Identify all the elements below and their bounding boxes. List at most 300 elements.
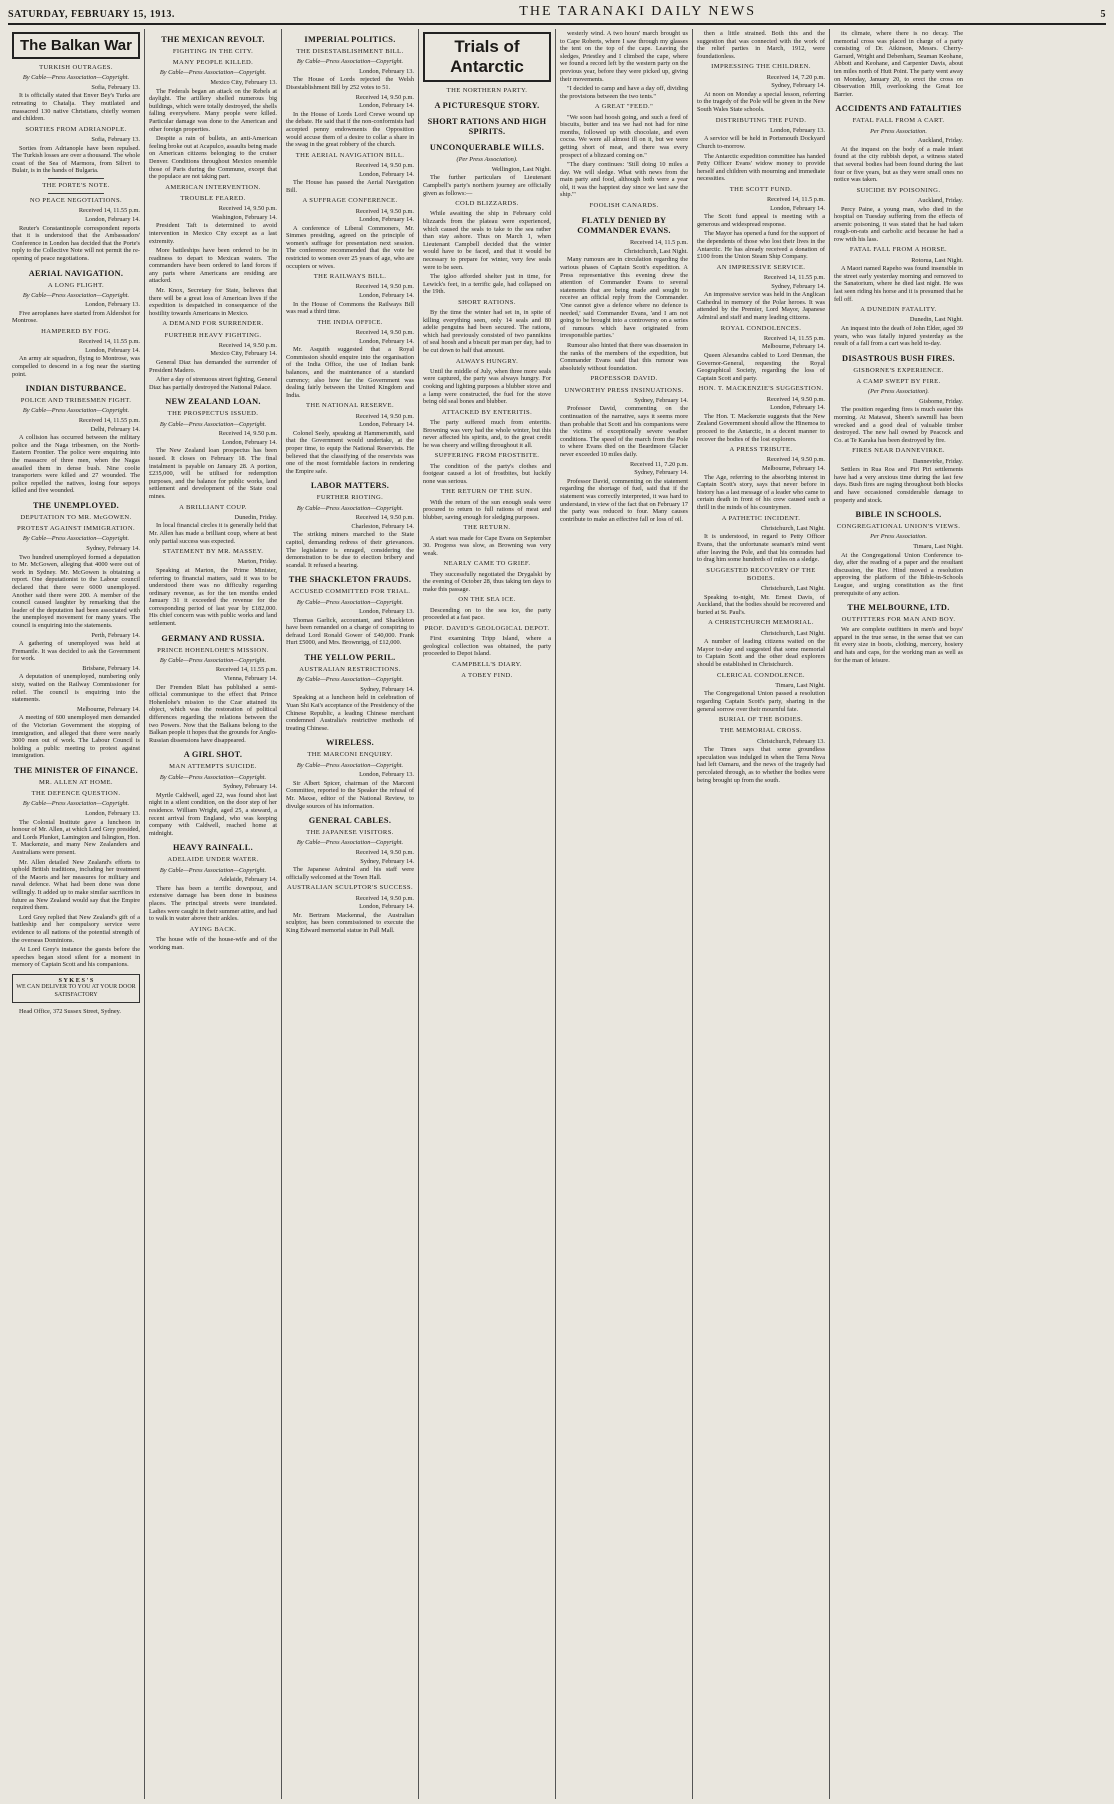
subheading: THE RETURN OF THE SUN.	[441, 488, 533, 496]
subheading: ATTACKED BY ENTERITIS.	[441, 408, 533, 416]
article-paragraph: The striking miners marched to the State capitol, demanding redress of their grievances. The legislature is enraged, considering the demonstration to be due to election bribery and scandal. It refused a hearing.	[286, 531, 414, 569]
dateline: Received 14, 9.50 p.m.	[355, 207, 414, 215]
headline: GERMANY AND RUSSIA.	[161, 633, 265, 643]
dateline: Charleston, February 14.	[351, 522, 414, 530]
headline: BIBLE IN SCHOOLS.	[855, 510, 942, 520]
subheading: FURTHER HEAVY FIGHTING.	[164, 331, 262, 339]
article-paragraph: The House of Lords rejected the Welsh Disestablishment Bill by 252 votes to 51.	[286, 76, 414, 91]
masthead	[8, 4, 1106, 25]
article-paragraph: With the return of the sun enough seals were procured to return to full rations of meat and blubber, saving enough for sledging purposes.	[423, 498, 551, 521]
dateline: London, February 13.	[85, 301, 140, 309]
subheading: DEPUTATION TO MR. McGOWEN.	[20, 513, 132, 521]
byline: By Cable—Press Association—Copyright.	[296, 761, 404, 769]
article-paragraph: "The diary continues: 'Still doing 10 miles a day. We will sledge. What with news from the main party and food, although both were a year old, it was the happiest day since we last saw the ship.'"	[560, 161, 688, 199]
dateline: Timaru, Last Night.	[775, 681, 825, 689]
subheading: THE RAILWAYS BILL.	[313, 273, 387, 281]
headline: THE MEXICAN REVOLT.	[161, 35, 265, 44]
article-paragraph: Speaking at Marton, the Prime Minister, referring to financial matters, said it was to be understood there was no difficulty regarding ordinary revenue, as for the ten months ended January 31 it exceeded the revenue for the corresponding period of last year by £182,000. His chief concern was with public works and land settlement.	[149, 566, 277, 628]
headline: GENERAL CABLES.	[308, 816, 392, 826]
dateline: London, February 14.	[85, 346, 140, 354]
dateline: Sydney, February 14.	[86, 544, 140, 552]
byline: By Cable—Press Association—Copyright.	[159, 420, 267, 428]
subheading: DISTRIBUTING THE FUND.	[715, 116, 807, 124]
subheading: FOOLISH CANARDS.	[589, 202, 659, 210]
dateline: Marton, Friday.	[237, 558, 277, 566]
subheading: A SUFFRAGE CONFERENCE.	[302, 197, 398, 205]
dateline: Sydney, February 14.	[771, 82, 825, 90]
byline: By Cable—Press Association—Copyright.	[296, 676, 404, 684]
subheading: THE NATIONAL RESERVE.	[305, 402, 395, 410]
advertisement	[12, 974, 140, 1003]
subheading: THE DEFENCE QUESTION.	[31, 790, 121, 798]
dateline: Dunedin, Friday.	[234, 513, 277, 521]
byline: By Cable—Press Association—Copyright.	[159, 773, 267, 781]
subheading: FATAL FALL FROM A HORSE.	[849, 246, 948, 254]
dateline: Christchurch, Last Night.	[760, 629, 825, 637]
subheading: AUSTRALIAN RESTRICTIONS.	[299, 666, 401, 674]
headline: ACCIDENTS AND FATALITIES	[835, 104, 962, 114]
subheading: CONGREGATIONAL UNION'S VIEWS.	[836, 523, 961, 531]
subheading: SORTIES FROM ADRIANOPLE.	[25, 125, 127, 133]
subheading: THE SCOTT FUND.	[729, 185, 793, 193]
article-paragraph: The Colonial Institute gave a luncheon in honour of Mr. Allen, at which Lord Grey presided, and Lords Plunket, Lamington and Islington, Hon. T. Mackenzie, and many New Zealanders and Australians were present.	[12, 818, 140, 856]
dateline: Wellington, Last Night.	[491, 165, 551, 173]
article-paragraph: In the House of Commons the Railways Bill was read a third time.	[286, 300, 414, 316]
dateline: London, February 13.	[359, 771, 414, 779]
article-paragraph: The Times says that some groundless speculation was indulged in when the Terra Nova had left Oamaru, and the news of the tragedy had percolated through, as to whether the bodies were being brought up from the south.	[697, 746, 825, 784]
article-paragraph: Thomas Garlick, accountant, and Shackleton have been remanded on a charge of conspiring to defraud Lord Ronald Gower of £40,000. Frank Hurt £5000, and Mrs. Brownrigg, of £12,000.	[286, 616, 414, 647]
subheading: AYING BACK.	[189, 925, 237, 933]
byline: By Cable—Press Association—Copyright.	[296, 58, 404, 66]
dateline: Adelaide, February 14.	[218, 876, 277, 884]
dateline: Sydney, February 14.	[360, 857, 414, 865]
headline: SHORT RATIONS AND HIGH SPIRITS.	[427, 117, 547, 137]
dateline: Received 14, 9.50 p.m.	[218, 430, 277, 438]
subheading: ROYAL CONDOLENCES.	[720, 324, 802, 332]
article-paragraph: It is officially stated that Enver Bey's Turks are retreating to Chatalja. They mutilated and massacred 130 native Christians, chiefly women and children.	[12, 92, 140, 123]
article-paragraph: The Hon. T. Mackenzie suggests that the New Zealand Government should allow the Hinemoa to proceed to the Antarctic, in a decent manner to recover the bodies of the lost explorers.	[697, 412, 825, 443]
article-paragraph: westerly wind. A two hours' march brought us to Cape Roberts, where I saw through my glasses the tent on the top of the cape. Leaving the sledges, Priestley and I climbed the cape, where we found a record left by the western party on the previous year, before they were picked up, giving their movements.	[560, 30, 688, 83]
subheading: CLERICAL CONDOLENCE.	[717, 671, 805, 679]
subheading: A DEMAND FOR SURRENDER.	[162, 320, 264, 328]
article-paragraph: A gathering of unemployed was held at Fremantle. It was decided to ask the Government for work.	[12, 640, 140, 663]
byline: By Cable—Press Association—Copyright.	[159, 866, 267, 874]
article-paragraph: A start was made for Cape Evans on September 30. Progress was slow, as Browning was very weak.	[423, 534, 551, 557]
article-paragraph: Queen Alexandra cabled to Lord Denman, the Governor-General, requesting the Royal Geographical Society, regarding the loss of Captain Scott and party.	[697, 352, 825, 382]
byline: By Cable—Press Association—Copyright.	[22, 407, 130, 415]
article-paragraph: Until the middle of July, when three more seals were captured, the party was always hungry. For cooking and lighting purposes a blubber stove and a lamp were constructed, the fuel for the stove being old seal bones and blubber.	[423, 367, 551, 406]
headline: AERIAL NAVIGATION.	[28, 268, 124, 278]
article-paragraph: its climate, where there is no decay. The memorial cross was placed in charge of a party consisting of Dr. Atkinson, Messrs. Cherry-Garrard, Wright and Debenham, Seaman Keohane, Abbott and Keohane, and Carpenter Davis, about ten miles north of Hutt Point. The party went away on Monday, January 20, to erect the cross on Observation Hill, overlooking the Great Ice Barrier.	[834, 30, 963, 98]
article-paragraph: Reuter's Constantinople correspondent reports that it is understood that the Ambassadors' Conference in London has decided that the Porte's reply to the Collective Note will not permit the re-opening of peace negotiations.	[12, 224, 140, 262]
headline: HEAVY RAINFALL.	[173, 843, 253, 853]
article-paragraph: There has been a terrific downpour, and extensive damage has been done in business places. The principal streets were inundated. Ladies were caught in their summer attire, and had to walk in water above their ankles.	[149, 884, 277, 923]
headline: WIRELESS.	[325, 738, 375, 748]
dateline: Received 14, 11.55 p.m.	[763, 334, 825, 342]
article-paragraph: In local financial circles it is generally held that Mr. Allen has made a brilliant coup, where at best only partial success was expected.	[149, 522, 277, 545]
dateline: Rotorua, Last Night.	[911, 256, 963, 264]
dateline: Received 14, 9.50 p.m.	[766, 456, 825, 464]
article-paragraph: At noon on Monday a special lesson, referring to the tragedy of the Pole will be given in the New South Wales State schools.	[697, 90, 825, 113]
article-paragraph: Speaking at a luncheon held in celebration of Yuan Shi Kai's acceptance of the Presidency of the Chinese Republic, a leading Chinese merchant condemned Australia's restrictive methods of treating Chinese.	[286, 694, 414, 732]
dateline: London, February 14.	[359, 292, 414, 300]
headline: LABOR MATTERS.	[310, 481, 390, 491]
subheading: A TOBEY FIND.	[461, 671, 513, 679]
subheading: PROF. DAVID'S GEOLOGICAL DEPOT.	[424, 624, 550, 632]
dateline: Timaru, Last Night.	[913, 542, 963, 550]
dateline: Christchurch, Last Night.	[623, 247, 688, 255]
column-3	[282, 29, 419, 1799]
subheading: PRINCE HOHENLOHE'S MISSION.	[157, 646, 269, 654]
dateline: Received 14, 11.5 p.m.	[629, 239, 688, 247]
article-paragraph: Percy Paine, a young man, who died in the hospital on Tuesday suffering from the effects of arsenic poisoning, it was stated that he had taken rough-on-rats and carbolic acid because he had a row with his lass.	[834, 205, 963, 243]
byline: By Cable—Press Association—Copyright.	[22, 535, 130, 543]
subheading: STATEMENT BY MR. MASSEY.	[162, 548, 264, 556]
article-paragraph: An inquest into the death of John Elder, aged 39 years, who was fatally injured yesterday as the result of a fall from a cart was held to-day.	[834, 325, 963, 348]
dateline: Melbourne, February 14.	[77, 705, 140, 713]
subheading: UNWORTHY PRESS INSINUATIONS.	[564, 386, 684, 394]
subheading: SUICIDE BY POISONING.	[856, 186, 941, 194]
dateline: London, February 14.	[359, 421, 414, 429]
dateline: London, February 14.	[359, 216, 414, 224]
dateline: Brisbane, February 14.	[82, 664, 140, 672]
byline: By Cable—Press Association—Copyright.	[22, 291, 130, 299]
dateline: Christchurch, Last Night.	[760, 585, 825, 593]
article-paragraph: Many rumours are in circulation regarding the various phases of Captain Scott's expedition. A Press representative this evening drew the attention of Commander Evans to several statements that are being made and sought to receive an official reply from the Commander. 'One cannot give a defence where no defence is needed,' said Commander Evans, 'and I am not going to be brought into a controversy on a series of rumours which have originated from irresponsible parties.'	[560, 256, 688, 340]
section-banner: The Balkan War	[12, 32, 140, 59]
subheading: THE PORTE'S NOTE.	[42, 181, 110, 189]
subheading: AN IMPRESSIVE SERVICE.	[716, 263, 806, 271]
article-paragraph: Professor David, commenting on the continuation of the narrative, says it seems more than probable that Scott and his companions were the victims of exceptionally severe weather conditions. The speed of the march from the Pole to where Evans died on the Beardmore Glacier never exceeded 10 miles daily.	[560, 405, 688, 458]
article-paragraph: The party suffered much from enteritis. Browning was very bad the whole winter, but this never affected his spirits, and, to the great credit he was cheery and willing throughout it all.	[423, 419, 551, 449]
article-paragraph: After a day of strenuous street fighting, General Diaz has partially destroyed the National Palace.	[149, 376, 277, 391]
subheading: THE JAPANESE VISITORS.	[306, 829, 394, 837]
dateline: Melbourne, February 14.	[762, 464, 825, 472]
subheading: IMPRESSING THE CHILDREN.	[711, 63, 811, 71]
dateline: London, February 13.	[359, 608, 414, 616]
article-columns	[8, 29, 1106, 1799]
article-paragraph: Rumour also hinted that there was dissension in the ranks of the members of the expedition, but Commander Evans said that this rumour was absolutely without foundation.	[560, 342, 688, 372]
dateline: Received 14, 9.50 p.m.	[355, 283, 414, 291]
article-paragraph: Professor David, commenting on the statement regarding the shortage of fuel, said that if the statement was correctly interpreted, it was hard to understand, in view of the fact that on February 17 the party was reduced to four. Many causes contribute to make an effective fall or loss of oil.	[560, 477, 688, 523]
masthead-date: SATURDAY, FEBRUARY 15, 1913.	[8, 9, 175, 20]
article-paragraph: The Mayor has opened a fund for the support of the dependents of those who lost their lives in the Antarctic. He has already received a donation of £100 from the Union Steam Ship Company.	[697, 230, 825, 261]
article-paragraph: The Congregational Union passed a resolution regarding Captain Scott's party, sharing in the general sorrow over their mournful fate.	[697, 690, 825, 713]
dateline: Washington, February 14.	[211, 213, 277, 221]
subheading: OUTFITTERS FOR MAN AND BOY.	[841, 616, 956, 624]
headline: NEW ZEALAND LOAN.	[165, 397, 261, 407]
article-paragraph: The House has passed the Aerial Navigation Bill.	[286, 179, 414, 194]
article-paragraph: The New Zealand loan prospectus has been issued. It closes on February 18. The final instalment is payable on January 28. A portion, £235,000, will be utilised for redemption purposes, and the balance for public works, land settlement and development of the State coal mines.	[149, 447, 277, 500]
article-paragraph: The igloo afforded shelter just in time, for Lewick's feet, in a terrific gale, had collapsed on the 19th.	[423, 273, 551, 296]
article-paragraph: A number of leading citizens waited on the Mayor to-day and suggested that some memorial to Captain Scott and the other dead explorers should be established in Christchurch.	[697, 638, 825, 669]
subheading: CAMPBELL'S DIARY.	[452, 660, 522, 668]
byline: Per Press Association.	[870, 127, 927, 135]
article-paragraph: Mr. Allen detailed New Zealand's efforts to uphold British traditions, including her treatment of the Maoris and her measures for military and naval defence. What had been done was done willingly. It added up to make similar sacrifices in future as New Zealand would say that the Empire required them.	[12, 858, 140, 912]
headline: A GIRL SHOT.	[183, 750, 243, 760]
subheading: AUSTRALIAN SCULPTOR'S SUCCESS.	[286, 884, 414, 892]
article-paragraph: A meeting of 600 unemployed men demanded of the Victorian Government the stopping of immigration, and alleged that there were nearly 3000 men out of work. The Labour Council is holding a public meeting to protest against immigration.	[12, 714, 140, 760]
article-paragraph: General Diaz has demanded the surrender of President Madero.	[149, 359, 277, 374]
subheading: A PRESS TRIBUTE.	[729, 446, 793, 454]
article-paragraph: then a little strained. Both this and the suggestion that was connected with the work of the relief parties in March, 1912, were foundationless.	[697, 30, 825, 60]
article-paragraph: Head Office, 372 Sussex Street, Sydney.	[19, 1007, 121, 1015]
article-paragraph: Settlers in Rua Roa and Piri Piri settlements have had a very anxious time during the last few days. Bush fires are raging throughout both blocks and have occasioned considerable damage to property and stock.	[834, 466, 963, 504]
dateline: London, February 14.	[359, 102, 414, 110]
subheading: A CAMP SWEPT BY FIRE.	[856, 378, 941, 386]
dateline: London, February 14.	[770, 404, 825, 412]
subheading: BURIAL OF THE BODIES.	[718, 716, 804, 724]
dateline: Auckland, Friday.	[917, 196, 963, 204]
subheading: NEARLY CAME TO GRIEF.	[443, 560, 531, 568]
headline: THE MELBOURNE, LTD.	[847, 603, 950, 613]
subheading: SUGGESTED RECOVERY OF THE BODIES.	[706, 566, 816, 582]
article-paragraph: Five aeroplanes have started from Aldershot for Montrose.	[12, 309, 140, 325]
subheading: SUFFERING FROM FROSTBITE.	[434, 452, 540, 460]
subheading: A PATHETIC INCIDENT.	[721, 514, 801, 522]
article-paragraph: Descending on to the sea ice, the party proceeded at a fast pace.	[423, 606, 551, 622]
article-paragraph: "We soon had hoosh going, and such a feed of biscuits, butter and tea we had not had for nine months, followed up with chocolate, and even cocoa. We were all almost ill on it, but we were getting short of meat, and there was every prospect of a blizzard coming on."	[560, 113, 688, 159]
article-paragraph: Mr. Knox, Secretary for State, believes that there will be a great loss of American lives if the expedition is despatched in consequence of the hostility towards Americans in Mexico.	[149, 287, 277, 317]
dateline: Received 14, 11.5 p.m.	[766, 196, 825, 204]
dateline: Dannevirke, Friday.	[912, 457, 963, 465]
article-paragraph: The Scott fund appeal is meeting with a generous and widespread response.	[697, 213, 825, 228]
headline: IMPERIAL POLITICS.	[304, 35, 396, 44]
subheading: MANY PEOPLE KILLED.	[172, 59, 254, 67]
article-paragraph: An army air squadron, flying to Montrose, was compelled to descend in a fog near the starting point.	[12, 355, 140, 378]
byline: By Cable—Press Association—Copyright.	[296, 598, 404, 606]
subheading: COLD BLIZZARDS.	[455, 200, 519, 208]
subheading: A GREAT "FEED."	[594, 103, 654, 111]
column-7	[830, 29, 967, 1799]
headline: THE UNEMPLOYED.	[32, 500, 120, 510]
dateline: Received 14, 9.50 p.m.	[355, 93, 414, 101]
column-5	[556, 29, 693, 1799]
subheading: A DUNEDIN FATALITY.	[860, 306, 937, 314]
column-rule	[48, 178, 104, 179]
dateline: Perth, February 14.	[91, 631, 140, 639]
article-paragraph: At Lord Grey's instance the guests before the speeches began stood silent for a moment in memory of Captain Scott and his companions.	[12, 946, 140, 969]
subheading: PROTEST AGAINST IMMIGRATION.	[16, 525, 136, 533]
column-2	[145, 29, 282, 1799]
dateline: Auckland, Friday.	[917, 137, 963, 145]
article-paragraph: They successfully negotiated the Drygalski by the evening of October 28, thus taking ten days to make this passage.	[423, 570, 551, 593]
dateline: Received 14, 9.50 p.m.	[355, 894, 414, 902]
article-paragraph: A collision has occurred between the military police and the Naga tribesmen, on the North-Eastern Frontier. The police were enquiring into the massacre of three men, when the Nagas assailed them in dense bush. Nine coolie transporters were killed and 27 wounded. The police repelled the natives, losing four sepoys killed and five wounded.	[12, 434, 140, 495]
headline: THE MINISTER OF FINANCE.	[14, 766, 138, 776]
column-1	[8, 29, 145, 1799]
dateline: London, February 14.	[770, 204, 825, 212]
subheading: THE INDIA OFFICE.	[317, 318, 383, 326]
headline: DISASTROUS BUSH FIRES.	[842, 353, 955, 363]
dateline: London, February 14.	[359, 337, 414, 345]
article-paragraph: While awaiting the ship in February cold blizzards from the plateau were experienced, which caused the seals to take to the sea rather than stay ashore. Thus on March 1, when Lieutenant Campbell decided that the winter would have to be faced, and that it would be necessary to prepare for winter, very few seals were to be seen.	[423, 210, 551, 271]
section-banner: Trials of Antarctic	[423, 32, 551, 82]
dateline: Received 14, 9.50 p.m.	[355, 161, 414, 169]
dateline: Sydney, February 14.	[771, 282, 825, 290]
subheading: THE DISESTABLISHMENT BILL.	[296, 48, 404, 55]
dateline: London, February 13.	[359, 67, 414, 75]
article-paragraph: The further particulars of Lieutenant Campbell's party's northern journey are officially given as follows:—	[423, 174, 551, 197]
dateline: Mexico City, February 14.	[210, 350, 277, 358]
subheading: ACCUSED COMMITTED FOR TRIAL.	[289, 588, 411, 596]
dateline: Gisborne, Friday.	[919, 397, 963, 405]
dateline: Received 14, 11.55 p.m.	[78, 417, 140, 425]
dateline: Received 14, 9.50 p.m.	[218, 205, 277, 213]
column-rule	[48, 193, 104, 194]
subheading: SHORT RATIONS.	[458, 298, 516, 306]
dateline: Received 14, 11.55 p.m.	[763, 274, 825, 282]
dateline: London, February 14.	[222, 438, 277, 446]
article-paragraph: Mr. Asquith suggested that a Royal Commission should enquire into the organisation of the India Office, the use of Indian bank balances, and the maintenance of a standard currency; also how far the Government was dealing fairly between the United Kingdom and India.	[286, 346, 414, 399]
subheading: THE MARCONI ENQUIRY.	[307, 751, 393, 759]
dateline: Mexico City, February 13.	[210, 79, 277, 86]
article-paragraph: Mr. Bertram Mackennal, the Australian sculptor, has been commissioned to execute the King Edward memorial statue in Pall Mall.	[286, 911, 414, 934]
headline: FLATLY DENIED BY COMMANDER EVANS.	[577, 216, 671, 236]
byline: By Cable—Press Association—Copyright.	[296, 839, 404, 847]
subheading: THE PROSPECTUS ISSUED.	[167, 410, 259, 418]
article-paragraph: At the Congregational Union Conference to-day, after the reading of a paper and the resultant discussion, the Rev. Hind moved a resolution approving the platform of the Bible-in-Schools League, and urging constitution as the first prerequisite of any action.	[834, 551, 963, 597]
dateline: London, February 14.	[85, 215, 140, 223]
advertisement-title: S Y K E S ' S	[58, 976, 94, 984]
subheading: AMERICAN INTERVENTION.	[165, 183, 261, 191]
subheading: FURTHER RIOTING.	[316, 494, 384, 502]
article-paragraph: Der Fremden Blatt has published a semi-official communique to the effect that Prince Hohenlohe's mission to the Czar attained its object, which was the restoration of political differences regarding the relations between the two Powers. Now that the Balkans belong to the Balkan people it hopes that the grounds for Anglo-Russian dissensions have disappeared.	[149, 683, 277, 744]
dateline: Received 14, 9.50 p.m.	[355, 848, 414, 856]
subheading: MR. ALLEN AT HOME.	[39, 779, 113, 787]
column-4	[419, 29, 556, 1799]
dateline: London, February 13.	[770, 126, 825, 134]
dateline: Received 14, 9.50 p.m.	[355, 329, 414, 337]
dateline: Christchurch, February 13.	[757, 737, 825, 745]
dateline: Received 14, 7.20 p.m.	[766, 73, 825, 81]
article-paragraph: At the inquest on the body of a male infant found at the city rubbish depot, a witness stated that several bodies had been found during the last four or five years, but as they were small ones no notice was taken.	[834, 145, 963, 184]
headline: A PICTURESQUE STORY.	[434, 101, 540, 111]
dateline: Sydney, February 14.	[634, 396, 688, 404]
article-paragraph: Two hundred unemployed formed a deputation to Mr. McGowen, alleging that 4000 were out of work in Sydney. Mr. McGowen is obtaining a report. One deputationist to the Labour council declared that there were 6000 unemployed. Another said there were 200. A member of the council caused laughter by remarking that the leader of the deputation had been associated with the unemployed movement for many years. The council is enquiring into the statements.	[12, 553, 140, 629]
byline: By Cable—Press Association—Copyright.	[22, 74, 130, 82]
byline: (Per Press Association).	[867, 388, 930, 396]
article-paragraph: "I decided to camp and have a day off, dividing the provisions between the two tents."	[560, 85, 688, 100]
dateline: Received 14, 9.50 p.m.	[355, 412, 414, 420]
article-paragraph: An impressive service was held in the Anglican Cathedral in memory of the Polar heroes. It was attended by the Premier, Lord Mayor, Japanese Admiral and staff and many leading citizens.	[697, 291, 825, 322]
dateline: Sofia, February 13.	[91, 135, 140, 143]
column-6	[693, 29, 830, 1799]
dateline: Melbourne, February 14.	[762, 343, 825, 351]
article-paragraph: President Taft is determined to avoid intervention in Mexico City except as a last extremity.	[149, 222, 277, 245]
subheading: HON. T. MACKENZIE'S SUGGESTION.	[698, 385, 824, 393]
dateline: London, February 14.	[359, 903, 414, 911]
subheading: FIGHTING IN THE CITY.	[172, 48, 254, 55]
dateline: Sofia, February 13.	[91, 83, 140, 91]
article-paragraph: Sorties from Adrianople have been repulsed. The Turkish losses are over a thousand. The whole coast of the Sea of Marmora, from Silivri to Bulair, is in the hands of Bulgaria.	[12, 144, 140, 175]
dateline: Received 14, 11.55 p.m.	[215, 666, 277, 674]
dateline: Received 14, 9.50 p.m.	[218, 341, 277, 349]
byline: Per Press Association.	[870, 533, 927, 541]
subheading: A BRILLIANT COUP.	[179, 503, 247, 511]
subheading: GISBORNE'S EXPERIENCE.	[853, 366, 944, 374]
byline: (Per Press Association).	[456, 156, 518, 164]
byline: By Cable—Press Association—Copyright.	[296, 504, 404, 512]
article-paragraph: A deputation of unemployed, numbering only sixty, waited on the Railway Commissioner for relief. The council is enquiring into the statements.	[12, 673, 140, 704]
subheading: FATAL FALL FROM A CART.	[852, 117, 945, 125]
dateline: Received 14, 11.55 p.m.	[78, 207, 140, 215]
subheading: NO PEACE NEGOTIATIONS.	[29, 197, 123, 205]
dateline: Sydney, February 14.	[360, 685, 414, 693]
subheading: THE AERIAL NAVIGATION BILL.	[295, 151, 405, 159]
byline: By Cable—Press Association—Copyright.	[22, 800, 130, 808]
subheading: THE RETURN.	[463, 524, 511, 532]
article-paragraph: A conference of Liberal Commoners, Mr. Simmes presiding, agreed on the principle of women's suffrage for presentation next session. The conference recommended that the vote be restricted to women over 25 years of age, who are occupiers or wives.	[286, 224, 414, 270]
article-paragraph: The Federals began an attack on the Rebels at daylight. The artillery shelled numerous big buildings, which were totally destroyed, the shells falling everywhere. Many people were killed. Particular damage was done to the American and other foreign properties.	[149, 87, 277, 133]
dateline: Sydney, February 14.	[223, 783, 277, 791]
dateline: Vienna, February 14.	[223, 675, 277, 683]
headline: THE SHACKLETON FRAUDS.	[288, 575, 412, 585]
dateline: Christchurch, Last Night.	[760, 524, 825, 532]
subheading: FIRES NEAR DANNEVIRKE.	[852, 447, 945, 455]
dateline: Received 11, 7.20 p.m.	[629, 460, 688, 468]
article-paragraph: The condition of the party's clothes and footgear caused a lot of frostbites, but luckily none was serious.	[423, 462, 551, 485]
newspaper-title: THE TARANAKI DAILY NEWS	[519, 4, 757, 19]
subheading: MAN ATTEMPTS SUICIDE.	[169, 763, 257, 771]
article-paragraph: The Age, referring to the absorbing interest in Captain Scott's story, says that never before in history has a last message of a leader who came to certain death in front of his crew caused such a thrill in the minds of his countrymen.	[697, 473, 825, 511]
subheading: A LONG FLIGHT.	[47, 281, 105, 289]
dateline: London, February 13.	[85, 810, 140, 818]
article-paragraph: The house wife of the house-wife and of the working man.	[149, 935, 277, 951]
subheading: TROUBLE FEARED.	[180, 194, 246, 202]
article-paragraph: Despite a rain of bullets, an anti-American feeling broke out at Acapulco, assaults being made on American citizens belonging to the cruiser Denver. Conditions throughout Mexico resemble those of Paris during the Commune, except that the populace are not taking part.	[149, 135, 277, 181]
article-paragraph: We are complete outfitters in men's and boys' apparel in the true sense, in the sense that we can fit every size in boots, clothing, mercery, hosiery and hats and caps, for the working man as well as for the man of leisure.	[834, 626, 963, 664]
subheading: POLICE AND TRIBESMEN FIGHT.	[20, 397, 132, 405]
dateline: Sydney, February 14.	[634, 469, 688, 477]
dateline: Delhi, February 14.	[90, 425, 140, 433]
subheading: TURKISH OUTRAGES.	[39, 64, 113, 71]
article-paragraph: The position regarding fires is much easier this morning. At Matawai, Sheen's sawmill has been wrecked and a good deal of valuable timber destroyed. The new hall owned by Peacock and Co. at Te Karaka has been destroyed by fire.	[834, 406, 963, 444]
article-paragraph: The Antarctic expedition committee has handed Petty Officer Evans' widow money to provide herself and children with mourning and immediate necessities.	[697, 152, 825, 183]
article-paragraph: Lord Grey replied that New Zealand's gift of a battleship and her compulsory service were evidence to all nations of the potential strength of the overseas Dominions.	[12, 913, 140, 944]
article-paragraph: By the time the winter had set in, in spite of killing everything seen, only 14 seals and 80 adelie penguins had been secured. The rations, which had previously consisted of two pannikins of seal hoosh and a biscuit per man per day, had to be cut down to half that amount.	[423, 309, 551, 355]
dateline: Received 14, 9.50 p.m.	[355, 514, 414, 522]
dateline: Received 14, 11.55 p.m.	[78, 338, 140, 346]
article-paragraph: Myrtle Caldwell, aged 22, was found shot last night in a silent condition, on the door step of her residence. William Wright, aged 25, a steward, a recent arrival from England, who was keeping company with Caldwell, reached home at midnight.	[149, 791, 277, 837]
subheading: PROFESSOR DAVID.	[590, 375, 658, 383]
article-paragraph: More battleships have been ordered to be in readiness to depart to Mexican waters. The commanders have been ordered to land forces if any parts where Americans are residing are attacked.	[149, 247, 277, 285]
subheading: THE MEMORIAL CROSS.	[720, 727, 802, 735]
article-paragraph: A Maori named Rapeho was found insensible in the street early yesterday morning and removed to the Sanatorium, where he died last night. He was last seen riding his horse and it is presumed that he fell off.	[834, 265, 963, 303]
dateline: Received 14, 9.50 p.m.	[766, 395, 825, 403]
page-number: 5	[1100, 9, 1106, 20]
article-paragraph: It is understood, in regard to Petty Officer Evans, that the unfortunate seaman's mind went after leaving the Pole, and that his comrades had to drag him some hundreds of miles on a sledge.	[697, 533, 825, 564]
subheading: HAMPERED BY FOG.	[41, 328, 111, 336]
article-paragraph: Sir Albert Spicer, chairman of the Marconi Committee, reported to the Speaker the refusal of Mr. Maxse, editor of the National Review, to divulge sources of his information.	[286, 779, 414, 810]
dateline: Dunedin, Last Night.	[909, 316, 963, 324]
byline: By Cable—Press Association—Copyright.	[159, 69, 267, 77]
dateline: London, February 14.	[359, 170, 414, 178]
article-paragraph: First examining Tripp Island, where a geological collection was obtained, the party proceeded to Depot Island.	[423, 634, 551, 658]
subheading: A CHRISTCHURCH MEMORIAL.	[708, 619, 814, 627]
subheading: ON THE SEA ICE.	[458, 596, 516, 604]
article-paragraph: In the House of Lords Lord Crewe wound up the debate. He said that if the non-conformists had accepted penny endowments the Opposition would accuse them of a desire to collar a share in the swag in the great robbery of the church.	[286, 110, 414, 149]
article-paragraph: The Japanese Admiral and his staff were officially welcomed at the Town Hall.	[286, 866, 414, 881]
byline: By Cable—Press Association—Copyright.	[159, 656, 267, 664]
advertisement-text: WE CAN DELIVER TO YOU AT YOUR DOOR SATISFACTORY	[16, 984, 136, 999]
article-paragraph: Speaking to-night, Mr. Ernest Davis, of Auckland, that the bodies should be recovered and buried at St. Paul's.	[697, 593, 825, 616]
article-paragraph: Colonel Seely, speaking at Hammersmith, said that the Government would undertake, at the proper time, to equip the National Reservists. He believed that the classifying of the reservists was one of the most formidable factors in rendering the Empire safe.	[286, 429, 414, 475]
headline: UNCONQUERABLE WILLS.	[429, 143, 545, 153]
headline: THE YELLOW PERIL.	[304, 653, 396, 663]
subheading: ALWAYS HUNGRY.	[455, 357, 519, 365]
headline: INDIAN DISTURBANCE.	[25, 384, 127, 394]
